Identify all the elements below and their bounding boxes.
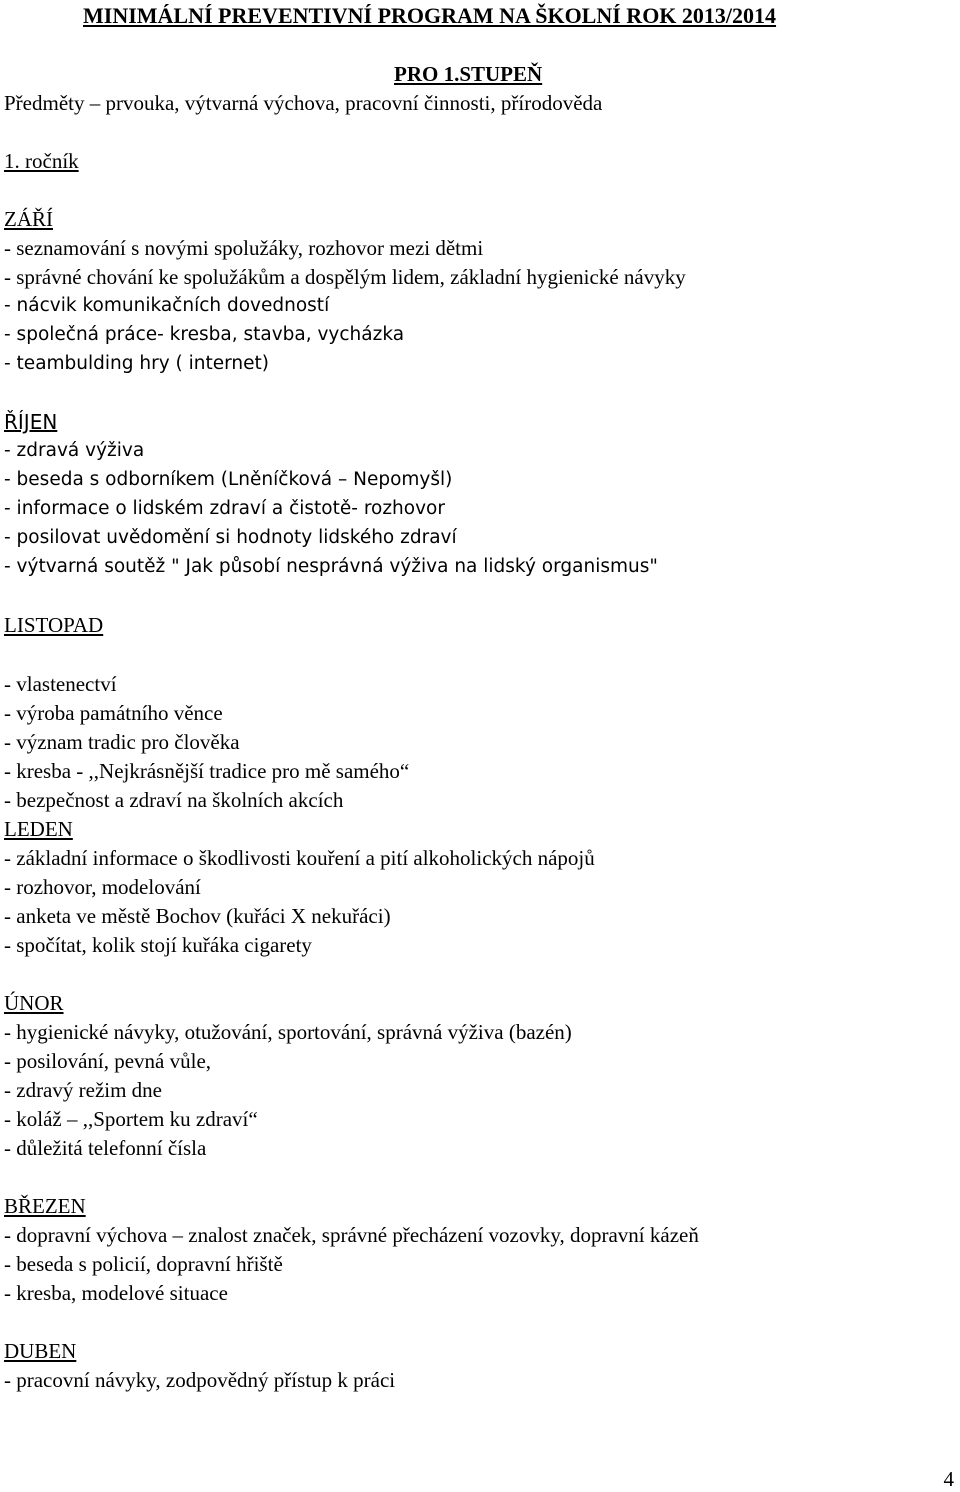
page-number: 4 <box>943 1467 954 1491</box>
list-item: - spočítat, kolik stojí kuřáka cigarety <box>4 933 312 957</box>
list-item: - dopravní výchova – znalost značek, správné přecházení vozovky, dopravní kázeň <box>4 1223 699 1247</box>
list-item: - pracovní návyky, zodpovědný přístup k práci <box>4 1368 396 1392</box>
list-item: - důležitá telefonní čísla <box>4 1136 207 1160</box>
list-item: - výroba památního věnce <box>4 701 223 725</box>
list-item: - kresba, modelové situace <box>4 1281 228 1305</box>
list-item: - kresba - ,,Nejkrásnější tradice pro mě samého“ <box>4 759 410 783</box>
list-item: - posilovat uvědomění si hodnoty lidského zdraví <box>4 527 457 548</box>
list-item: - beseda s odborníkem (Lněníčková – Nepomyšl) <box>4 469 453 490</box>
list-item: - anketa ve městě Bochov (kuřáci X nekuřáci) <box>4 904 391 928</box>
month-heading-zari: ZÁŘÍ <box>4 207 53 231</box>
month-heading-duben: DUBEN <box>4 1339 77 1363</box>
list-item: - seznamování s novými spolužáky, rozhovor mezi dětmi <box>4 236 484 260</box>
grade-heading: 1. ročník <box>4 149 79 173</box>
list-item: - posilování, pevná vůle, <box>4 1049 212 1073</box>
list-item: - bezpečnost a zdraví na školních akcích <box>4 788 344 812</box>
list-item: - beseda s policií, dopravní hřiště <box>4 1252 283 1276</box>
list-item: - nácvik komunikačních dovedností <box>4 295 330 316</box>
list-item: - zdravá výživa <box>4 440 145 461</box>
document-title: MINIMÁLNÍ PREVENTIVNÍ PROGRAM NA ŠKOLNÍ ROK 2013/2014 <box>83 3 777 28</box>
list-item: - rozhovor, modelování <box>4 875 201 899</box>
list-item: - teambulding hry ( internet) <box>4 353 270 374</box>
list-item: - správné chování ke spolužákům a dospělým lidem, základní hygienické návyky <box>4 265 686 289</box>
list-item: - společná práce- kresba, stavba, vycházka <box>4 324 405 345</box>
list-item: - základní informace o škodlivosti kouření a pití alkoholických nápojů <box>4 846 595 870</box>
month-heading-rijen: ŘÍJEN <box>4 410 58 434</box>
month-heading-brezen: BŘEZEN <box>4 1194 86 1218</box>
month-heading-leden: LEDEN <box>4 817 73 841</box>
month-heading-unor: ÚNOR <box>4 991 64 1015</box>
subjects-line: Předměty – prvouka, výtvarná výchova, pracovní činnosti, přírodověda <box>4 91 603 115</box>
list-item: - informace o lidském zdraví a čistotě- rozhovor <box>4 498 445 519</box>
list-item: - koláž – ,,Sportem ku zdraví“ <box>4 1107 258 1131</box>
list-item: - výtvarná soutěž " Jak působí nesprávná výživa na lidský organismus" <box>4 556 658 577</box>
month-heading-listopad: LISTOPAD <box>4 613 104 637</box>
document-subtitle: PRO 1.STUPEŇ <box>394 62 543 86</box>
list-item: - zdravý režim dne <box>4 1078 163 1102</box>
list-item: - význam tradic pro člověka <box>4 730 240 754</box>
list-item: - vlastenectví <box>4 672 117 696</box>
list-item: - hygienické návyky, otužování, sportování, správná výživa (bazén) <box>4 1020 572 1044</box>
